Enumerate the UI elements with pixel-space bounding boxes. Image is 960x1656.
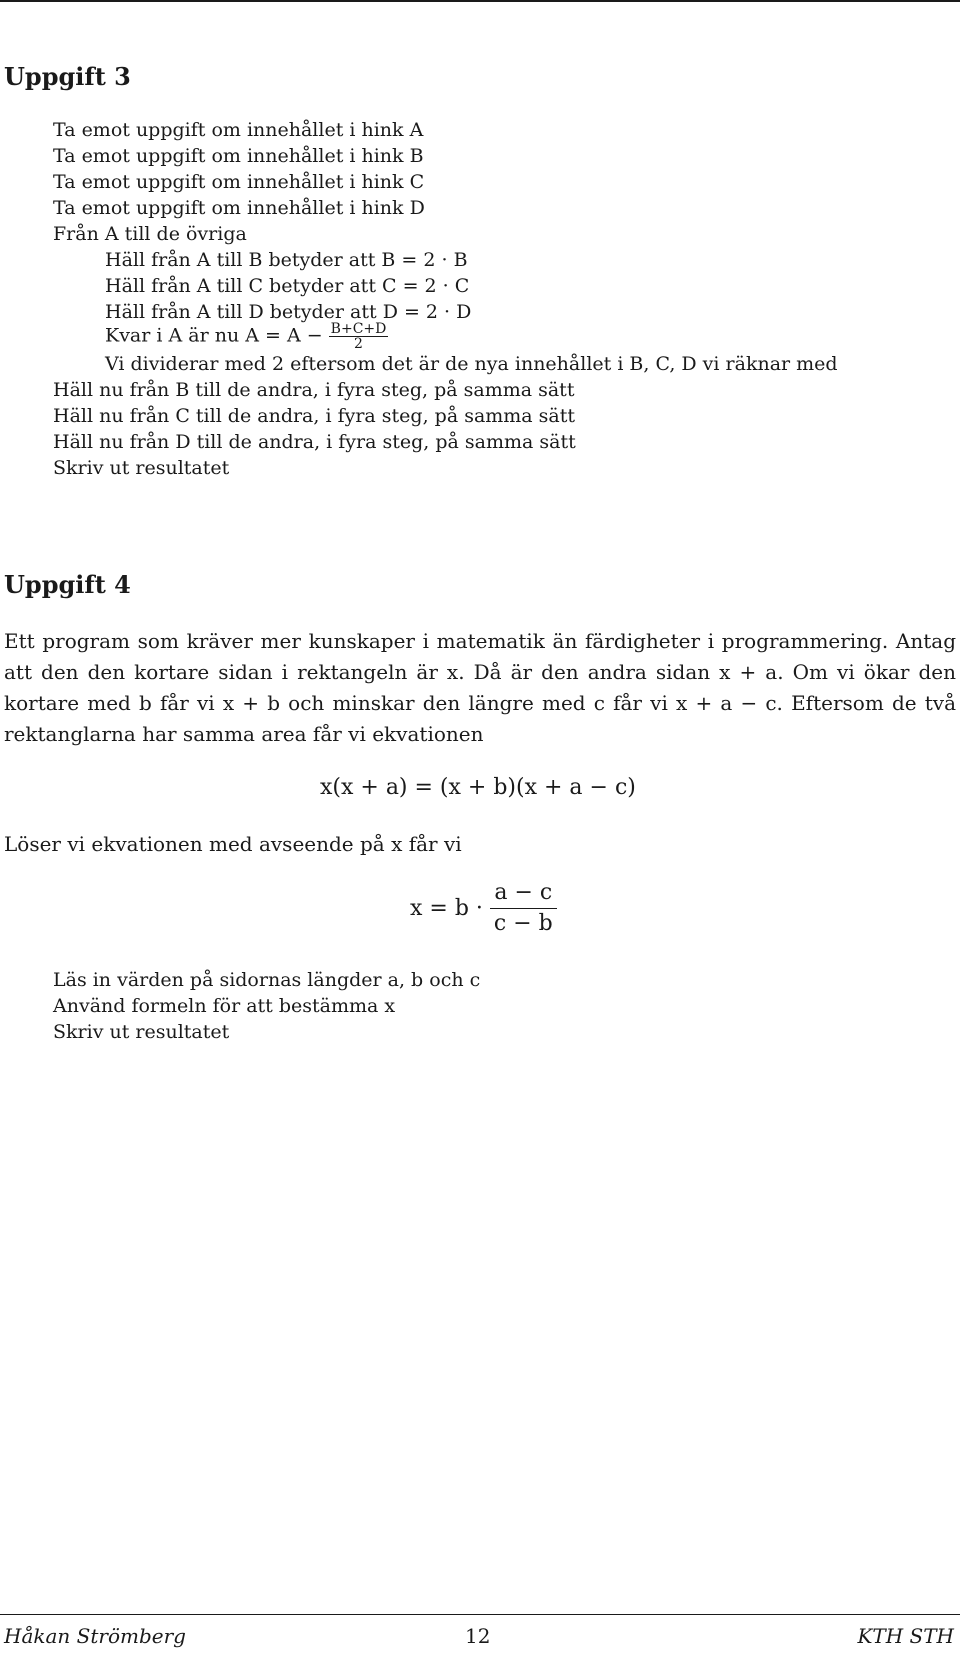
fraction-numerator: B+C+D bbox=[330, 321, 387, 337]
u3-line-10: Vi dividerar med 2 eftersom det är de nya innehållet i B, C, D vi räknar med bbox=[105, 353, 838, 375]
u3-line-9-text: Kvar i A är nu A = A − bbox=[105, 324, 323, 347]
u3-line-9 bbox=[105, 322, 388, 351]
footer-author: Håkan Strömberg bbox=[4, 1624, 186, 1648]
equation-2-fraction bbox=[490, 878, 557, 939]
footer-rule bbox=[0, 1614, 960, 1615]
top-rule bbox=[0, 0, 960, 2]
u3-line-6: Häll från A till B betyder att B = 2 · B bbox=[105, 249, 468, 271]
u3-line-5: Från A till de övriga bbox=[53, 223, 247, 245]
u3-line-12: Häll nu från C till de andra, i fyra steg, på samma sätt bbox=[53, 405, 576, 427]
fraction-bcd-over-2 bbox=[329, 322, 389, 351]
heading-uppgift-4: Uppgift 4 bbox=[4, 570, 131, 599]
u4-step-3: Skriv ut resultatet bbox=[53, 1021, 230, 1043]
u4-step-1: Läs in värden på sidornas längder a, b och c bbox=[53, 969, 481, 991]
u3-line-3: Ta emot uppgift om innehållet i hink C bbox=[53, 171, 425, 193]
u3-line-2: Ta emot uppgift om innehållet i hink B bbox=[53, 145, 424, 167]
u4-step-2: Använd formeln för att bestämma x bbox=[53, 995, 396, 1017]
u3-line-11: Häll nu från B till de andra, i fyra steg, på samma sätt bbox=[53, 379, 575, 401]
heading-uppgift-3: Uppgift 3 bbox=[4, 62, 131, 91]
u4-solve-text: Löser vi ekvationen med avseende på x får vi bbox=[4, 832, 462, 856]
u3-line-13: Häll nu från D till de andra, i fyra steg, på samma sätt bbox=[53, 431, 576, 453]
equation-2 bbox=[410, 878, 557, 939]
equation-2-denominator: c − b bbox=[493, 911, 553, 936]
u3-line-14: Skriv ut resultatet bbox=[53, 457, 230, 479]
u3-line-7: Häll från A till C betyder att C = 2 · C bbox=[105, 275, 470, 297]
footer-page-number: 12 bbox=[465, 1624, 491, 1648]
u3-line-1: Ta emot uppgift om innehållet i hink A bbox=[53, 119, 424, 141]
fraction-denominator: 2 bbox=[354, 336, 363, 352]
footer-institution: KTH STH bbox=[857, 1624, 954, 1648]
equation-1: x(x + a) = (x + b)(x + a − c) bbox=[320, 775, 636, 800]
equation-2-lhs: x = b · bbox=[410, 896, 483, 921]
u3-line-4: Ta emot uppgift om innehållet i hink D bbox=[53, 197, 425, 219]
u3-line-8: Häll från A till D betyder att D = 2 · D bbox=[105, 301, 472, 323]
equation-2-numerator: a − c bbox=[490, 878, 557, 909]
u4-paragraph: Ett program som kräver mer kunskaper i matematik än färdigheter i programmering. Antag att den den kortare sidan i rektangeln är x. Då är den andra sidan x + a. Om vi ökar den kortare med b får vi x + b och minskar den längre med c får vi x + a − c. Eftersom de två rektanglarna har samma area får vi ekvationen bbox=[4, 629, 956, 746]
